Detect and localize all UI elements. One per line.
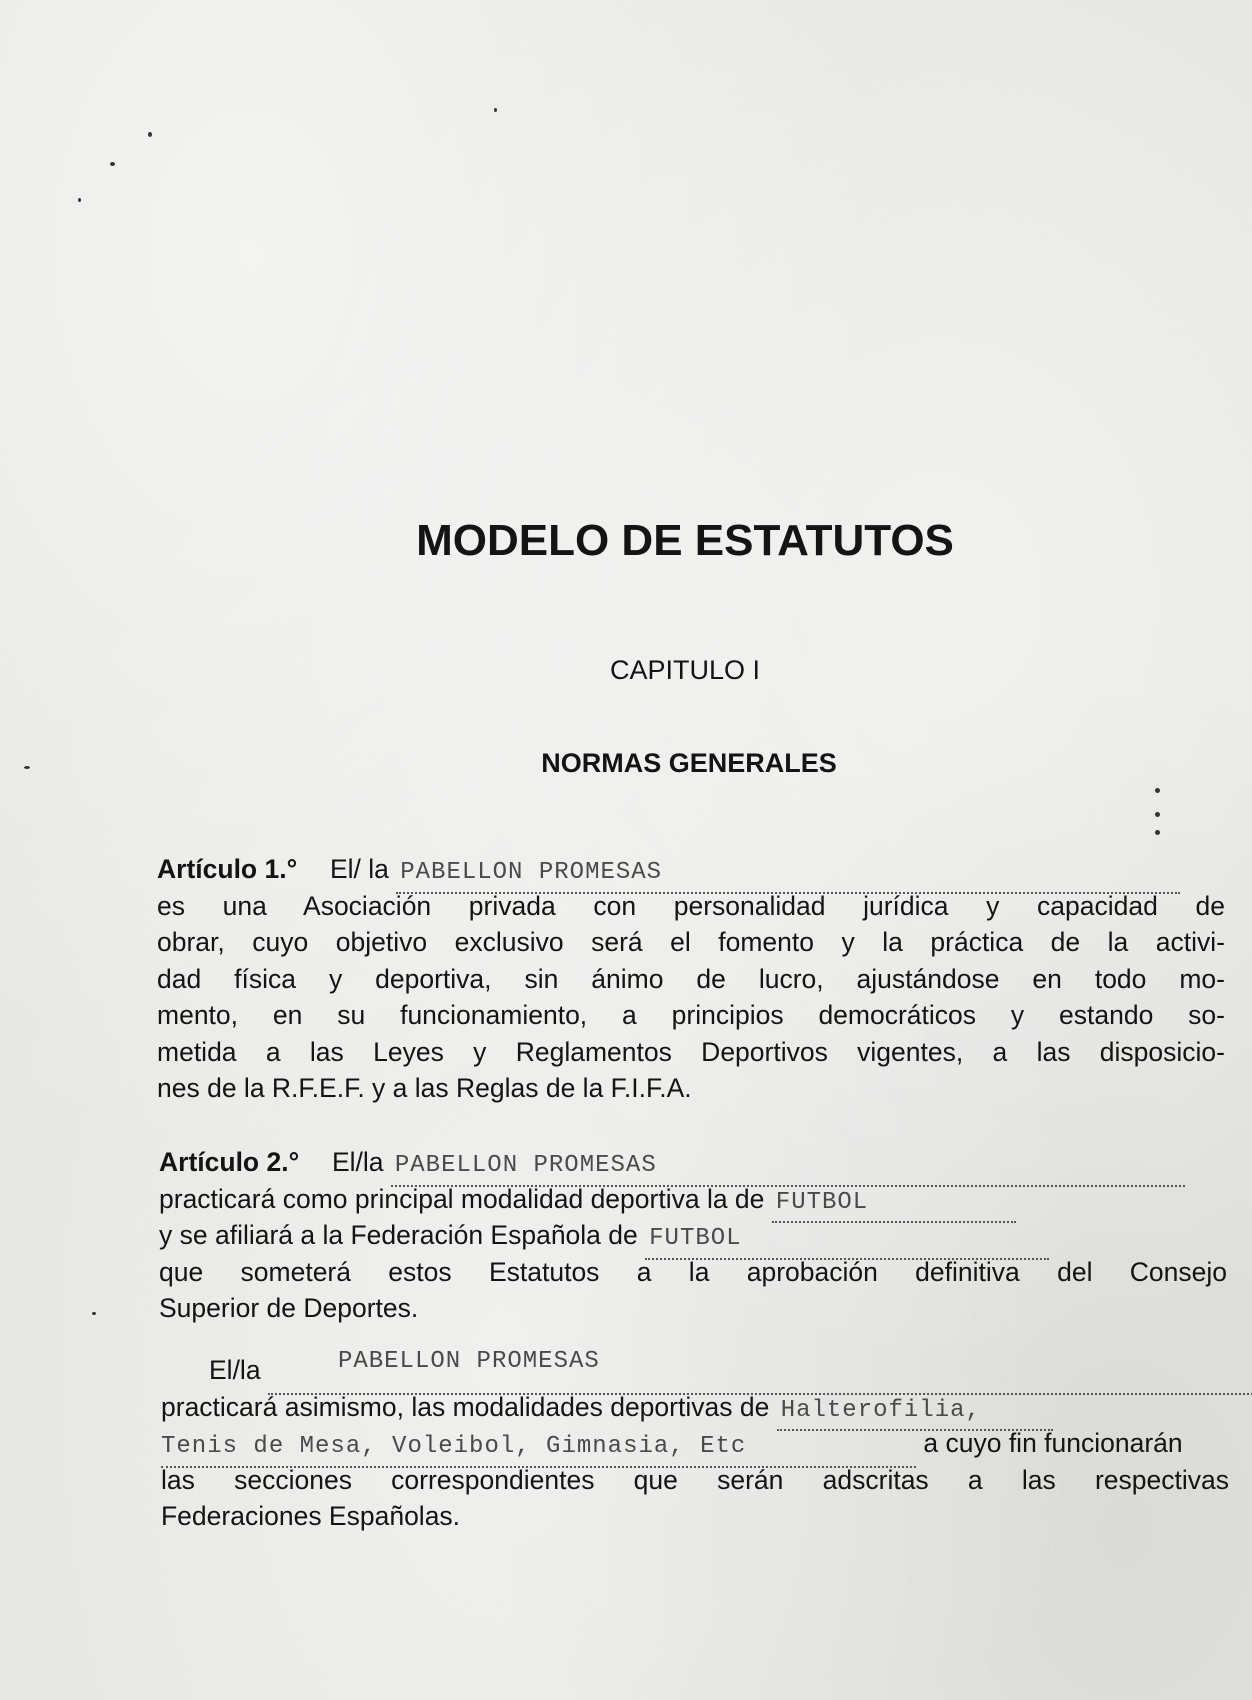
scan-speck [92,1312,96,1315]
article-1-line [157,997,1225,1034]
article-1-text-line: mento, en su funcionamiento, a principios democráticos y estando so- [157,1000,1225,1030]
article-2b-sports-tail: a cuyo fin funcionarán [923,1428,1183,1458]
scan-speck [1155,812,1160,817]
article-2 [159,1144,1227,1327]
page-title: MODELO DE ESTATUTOS [416,516,954,565]
article-2b-sports-text: practicará asimismo, las modalidades deportivas de [161,1391,770,1422]
article-1-last-line: nes de la R.F.E.F. y a las Reglas de la F.I.F.A. [157,1073,692,1103]
article-1-line [157,888,1225,925]
article-1-line [157,961,1225,998]
article-2-paragraph-2 [161,1348,1229,1535]
article-2-label: Artículo 2.° [159,1147,300,1177]
article-1-text-line: dad física y deportiva, sin ánimo de lucro, ajustándose en todo mo- [157,963,1225,994]
article-1-text-line: es una Asociación privada con personalidad jurídica y capacidad de [157,890,1225,921]
chapter-heading: CAPITULO I [609,655,761,685]
article-2-sport-text: practicará como principal modalidad deportiva la de [159,1183,765,1214]
article-2b-sports-a: Halterofilia, [780,1396,981,1424]
article-1-first-line [157,851,1225,888]
scan-speck [110,162,115,166]
article-1-line [157,1034,1225,1071]
article-2-first-line [159,1144,1227,1181]
article-2-line [159,1254,1227,1291]
scan-speck [1155,788,1160,793]
article-2-entity: PABELLON PROMESAS [394,1152,657,1179]
article-2b-prefix: El/la [209,1355,261,1385]
article-1-text-line: obrar, cuyo objetivo exclusivo será el fomento y la práctica de la activi- [157,927,1225,957]
article-2-text-line: que someterá estos Estatutos a la aprobación definitiva del Consejo [159,1256,1227,1287]
article-2-prefix: El/la [331,1147,384,1177]
article-1 [157,851,1225,1107]
article-1-line [157,924,1225,961]
article-2b-sports-line-2 [161,1425,1229,1462]
scan-speck [148,132,152,137]
article-2-sport: FUTBOL [775,1188,869,1216]
article-1-label: Artículo 1.° [157,854,298,884]
article-1-text-line: metida a las Leyes y Reglamentos Deportivos vigentes, a las disposicio- [157,1036,1225,1067]
article-1-entity: PABELLON PROMESAS [400,859,663,886]
article-2-federation-line [159,1217,1227,1254]
section-heading: NORMAS GENERALES [541,748,837,778]
article-2-last-line: Superior de Deportes. [159,1293,419,1323]
article-2-federation: FUTBOL [649,1225,742,1252]
article-2-federation-text: y se afiliará a la Federación Española de [159,1220,638,1250]
article-2b-text-line: las secciones correspondientes que serán adscritas a las respectivas [161,1464,1229,1495]
article-1-prefix: El/ la [329,854,389,884]
article-2b-first-line [161,1348,1229,1389]
scan-speck [494,108,497,112]
scan-speck [1155,830,1160,835]
article-2b-sports-b: Tenis de Mesa, Voleibol, Gimnasia, Etc [161,1433,747,1460]
scan-speck [78,198,81,202]
article-2b-entity: PABELLON PROMESAS [337,1348,600,1375]
article-2b-line [161,1462,1229,1499]
article-2b-last-line: Federaciones Españolas. [161,1501,461,1531]
